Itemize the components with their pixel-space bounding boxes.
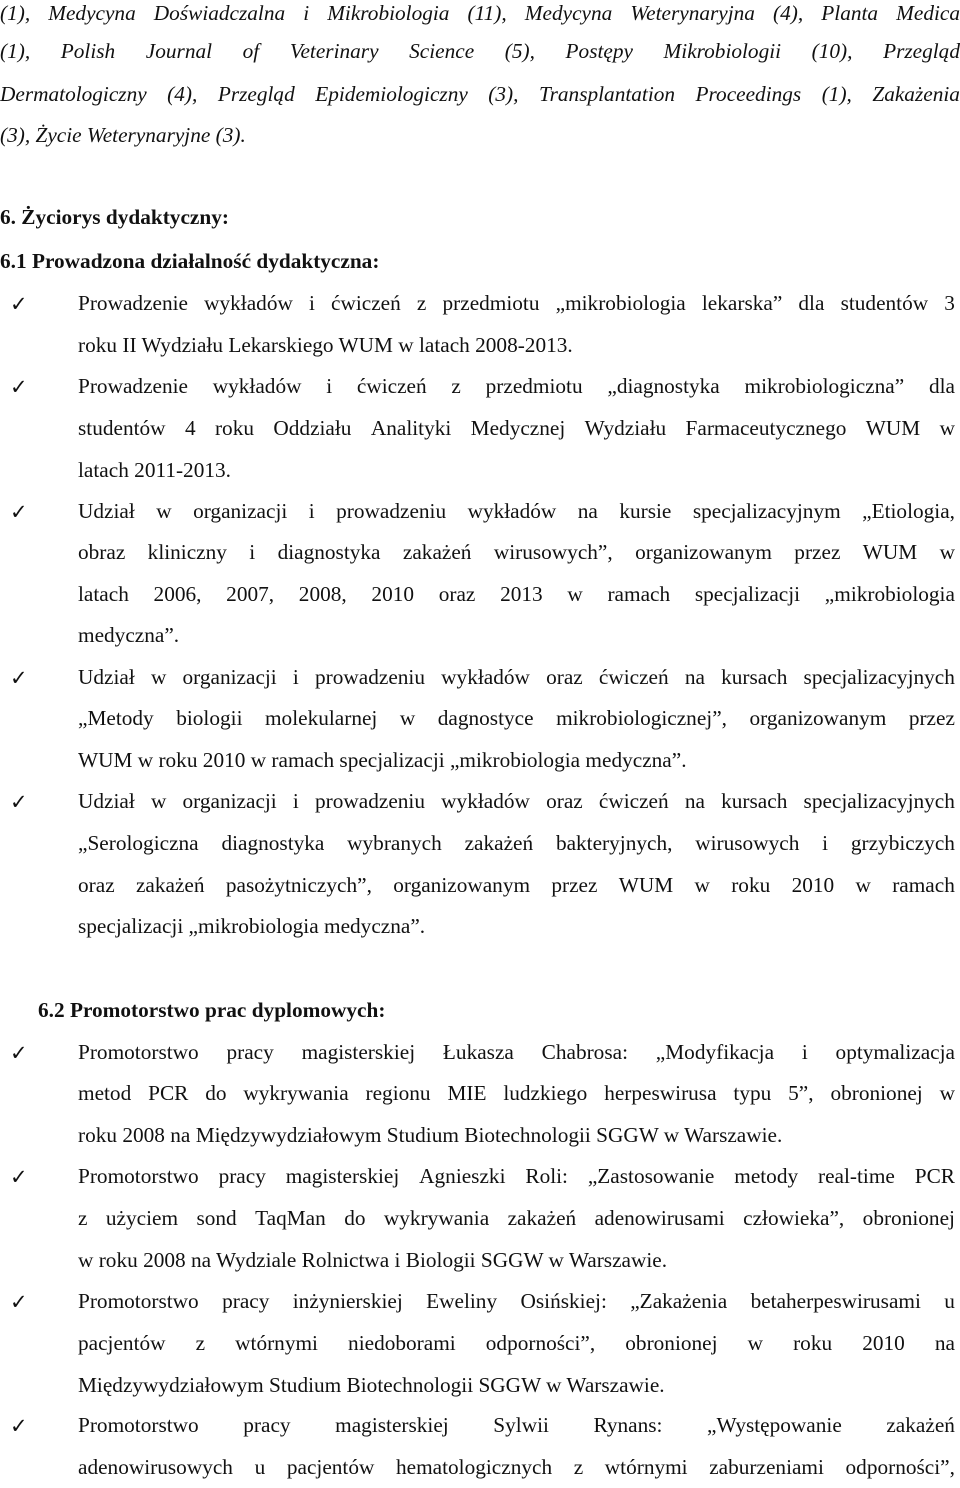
word: dagnostyce [437, 706, 534, 730]
word: „Etiologia, [862, 499, 955, 523]
teaching-item-1-line-1 [78, 282, 955, 324]
word: „Zastosowanie [587, 1164, 715, 1188]
word: Wydziału [584, 416, 667, 440]
word: i [292, 789, 299, 813]
word: real-time [818, 1164, 895, 1188]
word: grzybiczych [850, 831, 955, 855]
word: w [399, 706, 416, 730]
word: organizacji [182, 665, 277, 689]
word: przez [794, 540, 841, 564]
word: WUM [865, 416, 921, 440]
word: roku [731, 873, 771, 897]
teaching-item-2-line-3: latach 2011-2013. [78, 458, 231, 482]
word: w [939, 540, 955, 564]
word: Przegląd [883, 39, 960, 63]
word: użyciem [105, 1206, 179, 1230]
journal-line-2 [0, 30, 960, 72]
word: biologii [176, 706, 243, 730]
word: specjalizacyjnym [692, 499, 841, 523]
word: oraz [78, 873, 115, 897]
word: pacjentów [286, 1455, 375, 1479]
word: inżynierskiej [292, 1289, 403, 1313]
word: zakażeń [464, 831, 534, 855]
thesis-item-4-line-1 [78, 1404, 955, 1446]
word: 2010 [862, 1331, 905, 1355]
word: Dermatologiczny [0, 82, 147, 106]
word: ramach [892, 873, 955, 897]
word: obronionej [862, 1206, 955, 1230]
word: na [684, 789, 705, 813]
journal-line-3 [0, 73, 960, 115]
word: typu [733, 1081, 772, 1105]
word: Łukasza [442, 1040, 514, 1064]
word: odporności”, [485, 1331, 596, 1355]
word: optymalizacja [835, 1040, 955, 1064]
word: zakażeń [886, 1413, 955, 1437]
word: (5), [504, 39, 535, 63]
teaching-item-3-line-4: medyczna”. [78, 623, 180, 647]
thesis-item-1-line-2 [78, 1072, 955, 1114]
word: organizowanym [393, 873, 531, 897]
word: PCR [914, 1164, 955, 1188]
word: z [416, 291, 427, 315]
word: wykrywania [243, 1081, 349, 1105]
word: magisterskiej [335, 1413, 449, 1437]
word: Przegląd [217, 82, 295, 106]
word: obronionej [625, 1331, 718, 1355]
word: w [747, 1331, 764, 1355]
word: kursach [721, 789, 788, 813]
word: wybranych [347, 831, 442, 855]
journal-line-4: (3), Życie Weterynaryjne (3). [0, 123, 246, 147]
word: w [156, 499, 172, 523]
word: (1), [0, 1, 31, 25]
word: Udział [78, 665, 135, 689]
word: „Serologiczna [78, 831, 199, 855]
teaching-item-5-line-4: specjalizacji „mikrobiologia medyczna”. [78, 914, 426, 938]
word: betaherpeswirusami [750, 1289, 921, 1313]
word: Prowadzenie [78, 291, 188, 315]
word: wykładów [441, 665, 530, 689]
word: wtórnymi [604, 1455, 688, 1479]
word: Udział [78, 789, 135, 813]
word: 3 [944, 291, 955, 315]
word: adenowirusami [594, 1206, 725, 1230]
word: 2006, [153, 582, 202, 606]
thesis-item-1-line-1 [78, 1031, 955, 1073]
teaching-item-5-line-2 [78, 822, 955, 864]
word: lekarska” [701, 291, 783, 315]
word: i [822, 831, 829, 855]
word: sond [196, 1206, 237, 1230]
word: Zakażenia [872, 82, 960, 106]
word: w [150, 665, 167, 689]
word: ćwiczeń [598, 665, 669, 689]
teaching-item-5-line-3 [78, 864, 955, 906]
word: wtórnymi [235, 1331, 318, 1355]
word: „mikrobiologia [824, 582, 955, 606]
word: Medica [896, 1, 960, 25]
word: człowieka”, [743, 1206, 845, 1230]
word: 2010 [371, 582, 415, 606]
word: kliniczny [147, 540, 227, 564]
word: WUM [618, 873, 674, 897]
word: organizacji [193, 499, 288, 523]
word: „mikrobiologia [555, 291, 686, 315]
word: (10), [811, 39, 853, 63]
word: Epidemiologiczny [315, 82, 468, 106]
word: oraz [546, 665, 583, 689]
word: i [292, 665, 299, 689]
word: i [308, 499, 315, 523]
word: (1), [821, 82, 852, 106]
word: 2013 [500, 582, 543, 606]
word: u [944, 1289, 955, 1313]
word: Promotorstwo [78, 1040, 199, 1064]
checkmark-icon: ✓ [10, 1414, 28, 1438]
word: na [577, 499, 598, 523]
word: diagnostyka [221, 831, 325, 855]
word: oraz [438, 582, 476, 606]
word: studentów [78, 416, 166, 440]
word: przedmiotu [442, 291, 540, 315]
teaching-item-3-line-2 [78, 531, 955, 573]
word: „diagnostyka [607, 374, 720, 398]
word: i [326, 374, 333, 398]
word: Medycyna [48, 1, 136, 25]
word: zakażeń [507, 1206, 577, 1230]
word: niedoborami [348, 1331, 456, 1355]
word: przedmiotu [485, 374, 583, 398]
word: herpeswirusa [604, 1081, 717, 1105]
word: PCR [148, 1081, 189, 1105]
checkmark-icon: ✓ [10, 292, 28, 316]
checkmark-icon: ✓ [10, 790, 28, 814]
word: WUM [862, 540, 918, 564]
word: ludzkiego [503, 1081, 588, 1105]
word: do [344, 1206, 366, 1230]
word: Transplantation [538, 82, 676, 106]
word: roku [793, 1331, 833, 1355]
word: 2007, [226, 582, 275, 606]
word: Farmaceutycznego [685, 416, 847, 440]
word: pracy [243, 1413, 291, 1437]
word: Medycznej [470, 416, 566, 440]
word: Science [409, 39, 475, 63]
word: wykładów [441, 789, 530, 813]
word: Osińskiej: [520, 1289, 607, 1313]
word: regionu [365, 1081, 431, 1105]
word: ćwiczeń [598, 789, 669, 813]
teaching-item-1-line-2: roku II Wydziału Lekarskiego WUM w latach 2008-2013. [78, 333, 573, 357]
word: i [308, 291, 315, 315]
word: Medycyna [524, 1, 613, 25]
word: adenowirusowych [78, 1455, 233, 1479]
word: oraz [546, 789, 583, 813]
word: (11), [467, 1, 507, 25]
word: Promotorstwo [78, 1289, 199, 1313]
word: Agnieszki [419, 1164, 506, 1188]
word: z [195, 1331, 206, 1355]
word: zaburzeniami [709, 1455, 824, 1479]
word: Veterinary [289, 39, 379, 63]
word: w [939, 1081, 955, 1105]
word: Oddziału [273, 416, 352, 440]
word: 2010 [791, 873, 835, 897]
word: odporności”, [845, 1455, 955, 1479]
teaching-item-2-line-1 [78, 365, 955, 407]
word: ramach [607, 582, 671, 606]
word: wykładów [212, 374, 302, 398]
word: „Występowanie [707, 1413, 842, 1437]
teaching-item-3-line-3 [78, 573, 955, 615]
word: Doświadczalna [153, 1, 286, 25]
word: w [694, 873, 710, 897]
word: magisterskiej [285, 1164, 400, 1188]
teaching-item-4-line-3: WUM w roku 2010 w ramach specjalizacji „mikrobiologia medyczna”. [78, 748, 687, 772]
word: z [573, 1455, 584, 1479]
word: „Modyfikacja [655, 1040, 775, 1064]
word: Prowadzenie [78, 374, 188, 398]
word: Roli: [525, 1164, 568, 1188]
word: Weterynaryjna [630, 1, 755, 25]
word: wykładów [204, 291, 293, 315]
word: w [150, 789, 167, 813]
word: z [451, 374, 461, 398]
word: diagnostyka [277, 540, 381, 564]
subsection-heading-6-2: 6.2 Promotorstwo prac dyplomowych: [38, 998, 386, 1022]
word: wirusowych [695, 831, 800, 855]
word: Sylwii [493, 1413, 549, 1437]
word: of [242, 39, 260, 63]
word: „Zakażenia [630, 1289, 728, 1313]
word: pracy [226, 1040, 274, 1064]
word: dla [928, 374, 955, 398]
word: specjalizacyjnych [803, 789, 955, 813]
word: wirusowych”, [493, 540, 613, 564]
checkmark-icon: ✓ [10, 375, 28, 399]
word: (4), [167, 82, 198, 106]
word: latach [78, 582, 129, 606]
word: przez [551, 873, 598, 897]
word: przez [908, 706, 955, 730]
thesis-item-3-line-1 [78, 1280, 955, 1322]
word: MIE [447, 1081, 487, 1105]
word: (1), [0, 39, 31, 63]
word: kursach [721, 665, 788, 689]
word: specjalizacyjnych [803, 665, 955, 689]
word: Polish [60, 39, 116, 63]
word: (3), [488, 82, 519, 106]
thesis-item-2-line-1 [78, 1155, 955, 1197]
word: Planta [821, 1, 879, 25]
teaching-item-4-line-2 [78, 697, 955, 739]
word: metod [78, 1081, 132, 1105]
word: obraz [78, 540, 126, 564]
checkmark-icon: ✓ [10, 1041, 28, 1065]
teaching-item-3-line-1 [78, 490, 955, 532]
word: pracy [218, 1164, 266, 1188]
word: pracy [222, 1289, 270, 1313]
word: prowadzeniu [336, 499, 447, 523]
word: prowadzeniu [315, 789, 425, 813]
checkmark-icon: ✓ [10, 666, 28, 690]
journal-line-1 [0, 0, 960, 34]
section-heading: 6. Życiorys dydaktyczny: [0, 205, 229, 229]
word: organizacji [182, 789, 277, 813]
thesis-item-3-line-3: Międzywydziałowym Studium Biotechnologii SGGW w Warszawie. [78, 1373, 665, 1397]
word: Eweliny [426, 1289, 498, 1313]
word: z [78, 1206, 88, 1230]
word: 4 [184, 416, 196, 440]
word: Postępy [565, 39, 633, 63]
word: Chabrosa: [541, 1040, 628, 1064]
checkmark-icon: ✓ [10, 500, 28, 524]
word: obronionej [830, 1081, 923, 1105]
word: 5”, [788, 1081, 814, 1105]
word: wykrywania [383, 1206, 490, 1230]
checkmark-icon: ✓ [10, 1165, 28, 1189]
word: wykładów [467, 499, 557, 523]
word: TaqMan [255, 1206, 326, 1230]
teaching-item-5-line-1 [78, 780, 955, 822]
word: bakteryjnych, [555, 831, 673, 855]
thesis-item-3-line-2 [78, 1322, 955, 1364]
word: do [205, 1081, 227, 1105]
word: Rynans: [593, 1413, 663, 1437]
word: (4), [773, 1, 804, 25]
word: roku [214, 416, 255, 440]
teaching-item-4-line-1 [78, 656, 955, 698]
word: molekularnej [264, 706, 378, 730]
word: pasożytniczych”, [225, 873, 372, 897]
word: na [934, 1331, 955, 1355]
subsection-heading-6-1: 6.1 Prowadzona działalność dydaktyczna: [0, 249, 380, 273]
word: Journal [145, 39, 213, 63]
word: pacjentów [78, 1331, 166, 1355]
word: hematologicznych [395, 1455, 553, 1479]
word: na [684, 665, 705, 689]
word: organizowanym [749, 706, 887, 730]
word: Promotorstwo [78, 1164, 199, 1188]
checkmark-icon: ✓ [10, 1290, 28, 1314]
thesis-item-2-line-3: w roku 2008 na Wydziale Rolnictwa i Biologii SGGW w Warszawie. [78, 1248, 668, 1272]
word: zakażeń [402, 540, 472, 564]
word: metody [734, 1164, 799, 1188]
word: w [939, 416, 955, 440]
word: Promotorstwo [78, 1413, 199, 1437]
word: w [567, 582, 583, 606]
word: i [801, 1040, 808, 1064]
word: prowadzeniu [315, 665, 425, 689]
word: 2008, [298, 582, 347, 606]
word: i [303, 1, 310, 25]
word: organizowanym [635, 540, 772, 564]
word: Mikrobiologii [663, 39, 782, 63]
word: studentów [840, 291, 929, 315]
word: „Metody [78, 706, 154, 730]
word: dla [798, 291, 825, 315]
word: kursie [619, 499, 672, 523]
word: i [249, 540, 256, 564]
word: specjalizacji [694, 582, 801, 606]
word: Mikrobiologia [327, 1, 450, 25]
thesis-item-1-line-3: roku 2008 na Międzywydziałowym Studium Biotechnologii SGGW w Warszawie. [78, 1123, 783, 1147]
word: mikrobiologicznej”, [556, 706, 727, 730]
word: mikrobiologiczna” [744, 374, 905, 398]
word: Proceedings [695, 82, 802, 106]
word: zakażeń [135, 873, 205, 897]
word: w [855, 873, 871, 897]
teaching-item-2-line-2 [78, 407, 955, 449]
word: Udział [78, 499, 135, 523]
word: u [254, 1455, 266, 1479]
word: ćwiczeń [331, 291, 401, 315]
word: ćwiczeń [356, 374, 427, 398]
word: magisterskiej [301, 1040, 416, 1064]
word: Analityki [370, 416, 452, 440]
thesis-item-2-line-2 [78, 1197, 955, 1239]
